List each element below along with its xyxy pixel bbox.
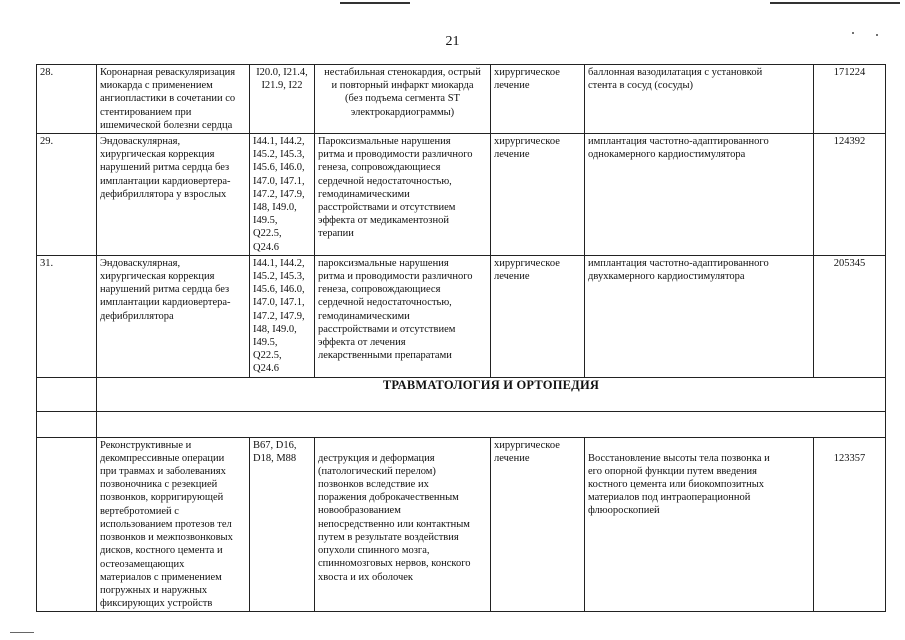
code-line: I47.0, I47.1,: [253, 175, 305, 187]
code-line: I45.2, I45.3,: [253, 149, 305, 161]
row-number: 28.: [37, 65, 97, 134]
text-line: новообразованием: [318, 505, 401, 517]
code-line: I45.6, I46.0,: [253, 284, 305, 296]
icd-codes-cell: [250, 255, 315, 377]
patient-model-cell: [315, 255, 491, 377]
text-line: лекарственными препаратами: [318, 350, 452, 362]
treatment-method-cell: [585, 255, 814, 377]
text-line: ангиопластики в сочетании со: [100, 93, 236, 105]
text-line: генеза, сопровождающиеся: [318, 284, 441, 296]
text-line: материалов под интраоперационной: [588, 492, 751, 504]
text-line: остеозамещающих: [100, 558, 185, 570]
text-line: хирургическое: [494, 257, 560, 269]
text-line: материалов с применением: [100, 571, 222, 583]
price-cell: 205345: [814, 255, 886, 377]
text-line: сердечной недостаточностью,: [318, 175, 452, 187]
text-line: баллонная вазодилатация с установкой: [588, 67, 763, 78]
treatment-type-cell: [491, 134, 585, 256]
text-line: хирургическая коррекция: [100, 149, 215, 161]
text-line: нарушений ритма сердца без: [100, 284, 230, 296]
scan-top-rule-right: [770, 2, 900, 4]
code-line: I44.1, I44.2,: [253, 136, 305, 148]
text-line: спинномозговых нервов, конского: [318, 558, 471, 570]
patient-model-cell: [315, 134, 491, 256]
text-line: опухоли спинного мозга,: [318, 545, 430, 557]
scan-bottom-mark: [10, 632, 34, 633]
text-line: ритма и проводимости различного: [318, 271, 473, 283]
text-line: сердечной недостаточностью,: [318, 297, 452, 309]
code-line: I21.9, I22: [261, 80, 303, 92]
text-line: стентированием при: [100, 106, 192, 118]
blank-cell: [97, 411, 886, 437]
text-line: двухкамерного кардиостимулятора: [588, 271, 745, 283]
text-line: стента в сосуд (сосуды): [588, 80, 694, 92]
icd-codes-cell: [250, 65, 315, 134]
patient-model-cell: [315, 437, 491, 612]
text-line: имплантация частотно-адаптированного: [588, 257, 769, 269]
text-line: костного цемента или биокомпозитных: [588, 479, 765, 491]
text-line: дефибриллятора: [100, 310, 174, 322]
text-line: лечение: [494, 271, 530, 283]
text-line: деструкция и деформация: [318, 452, 435, 464]
text-line: эффекта от медикаментозной: [318, 215, 449, 227]
text-line: Коронарная реваскуляризация: [100, 67, 236, 78]
code-line: D18, M88: [253, 452, 297, 464]
text-line: генеза, сопровождающиеся: [318, 162, 441, 174]
text-line: позвоночника с резекцией: [100, 479, 218, 491]
text-line: дисков, костного цемента и: [100, 545, 223, 557]
treatment-type-cell: [491, 437, 585, 612]
table-row: [37, 65, 886, 134]
intervention-name-cell: [97, 437, 250, 612]
services-table: [36, 64, 886, 612]
row-number: 29.: [37, 134, 97, 256]
code-line: I49.5,: [253, 337, 278, 349]
code-line: Q22.5,: [253, 228, 282, 240]
section-row: [37, 377, 886, 411]
table-row: [37, 134, 886, 256]
text-line: флюороскопией: [588, 505, 660, 517]
table-row: [37, 255, 886, 377]
text-line: его опорной функции путем введения: [588, 465, 757, 477]
text-line: поражения доброкачественным: [318, 492, 459, 504]
treatment-method-cell: [585, 65, 814, 134]
price-cell: 171224: [814, 65, 886, 134]
icd-codes-cell: [250, 134, 315, 256]
text-line: нарушений ритма сердца без: [100, 162, 230, 174]
text-line: имплантация частотно-адаптированного: [588, 136, 769, 148]
text-line: (без подъема сегмента ST: [345, 93, 460, 105]
text-line: лечение: [494, 80, 530, 92]
text-line: лечение: [494, 452, 530, 464]
text-line: ишемической болезни сердца: [100, 119, 233, 131]
intervention-name-cell: [97, 255, 250, 377]
text-line: электрокардиограммы): [350, 106, 455, 118]
text-line: (патологический перелом): [318, 465, 436, 477]
code-line: I45.2, I45.3,: [253, 271, 305, 283]
text-line: Пароксизмальные нарушения: [318, 136, 451, 148]
text-line: фиксирующих устройств: [100, 598, 213, 610]
code-line: Q22.5,: [253, 350, 282, 362]
code-line: B67, D16,: [253, 439, 297, 451]
table-row: [37, 437, 886, 612]
text-line: хвоста и их оболочек: [318, 571, 414, 583]
text-line: нестабильная стенокардия, острый: [324, 67, 481, 78]
intervention-name-cell: [97, 65, 250, 134]
treatment-type-cell: [491, 65, 585, 134]
patient-model-cell: [315, 65, 491, 134]
text-line: лечение: [494, 149, 530, 161]
text-line: миокарда с применением: [100, 80, 213, 92]
text-line: ритма и проводимости различного: [318, 149, 473, 161]
code-line: I48, I49.0,: [253, 323, 297, 335]
text-line: и повторный инфаркт миокарда: [331, 80, 474, 92]
blank-cell: [37, 411, 97, 437]
row-number: [37, 437, 97, 612]
text-line: имплантации кардиовертера-: [100, 297, 231, 309]
text-line: имплантации кардиовертера-: [100, 175, 231, 187]
code-line: I45.6, I46.0,: [253, 162, 305, 174]
code-line: I47.2, I47.9,: [253, 310, 305, 322]
text-line: хирургическое: [494, 439, 560, 451]
treatment-type-cell: [491, 255, 585, 377]
icd-codes-cell: [250, 437, 315, 612]
row-number: 31.: [37, 255, 97, 377]
intervention-name-cell: [97, 134, 250, 256]
text-line: хирургическая коррекция: [100, 271, 215, 283]
code-line: I44.1, I44.2,: [253, 257, 305, 269]
text-line: позвонков, корригирующей: [100, 492, 224, 504]
code-line: I48, I49.0,: [253, 202, 297, 214]
treatment-method-cell: [585, 134, 814, 256]
text-line: декомпрессивные операции: [100, 452, 225, 464]
text-line: Восстановление высоты тела позвонка и: [588, 452, 770, 464]
code-line: I20.0, I21.4,: [256, 67, 308, 78]
text-line: расстройствами и отсутствием: [318, 202, 456, 214]
text-line: гемодинамическими: [318, 188, 410, 200]
code-line: Q24.6: [253, 241, 279, 253]
text-line: позвонков и межпозвонковых: [100, 532, 233, 544]
price-cell: 124392: [814, 134, 886, 256]
section-title: ТРАВМАТОЛОГИЯ И ОРТОПЕДИЯ: [97, 377, 886, 411]
text-line: хирургическое: [494, 67, 560, 78]
text-line: путем в результате воздействия: [318, 531, 459, 543]
text-line: Реконструктивные и: [100, 439, 192, 451]
treatment-method-cell: [585, 437, 814, 612]
code-line: I49.5,: [253, 215, 278, 227]
text-line: вертебротомией с: [100, 505, 179, 517]
text-line: пароксизмальные нарушения: [318, 257, 449, 269]
code-line: Q24.6: [253, 363, 279, 375]
text-line: однокамерного кардиостимулятора: [588, 149, 746, 161]
text-line: эффекта от лечения: [318, 337, 406, 349]
section-number-cell: [37, 377, 97, 411]
price-cell: 123357: [814, 437, 886, 612]
scan-top-rule-left: [340, 2, 410, 4]
text-line: хирургическое: [494, 136, 560, 148]
code-line: I47.2, I47.9,: [253, 188, 305, 200]
text-line: использованием протезов тел: [100, 518, 232, 530]
text-line: Эндоваскулярная,: [100, 257, 181, 269]
text-line: гемодинамическими: [318, 310, 410, 322]
text-line: Эндоваскулярная,: [100, 136, 181, 148]
text-line: позвонков вследствие их: [318, 479, 429, 491]
text-line: при травмах и заболеваниях: [100, 466, 226, 478]
text-line: терапии: [318, 228, 354, 240]
text-line: непосредственно или контактным: [318, 518, 470, 530]
blank-row: [37, 411, 886, 437]
text-line: погружных и наружных: [100, 584, 208, 596]
text-line: расстройствами и отсутствием: [318, 323, 456, 335]
code-line: I47.0, I47.1,: [253, 297, 305, 309]
text-line: дефибриллятора у взрослых: [100, 188, 227, 200]
page-number: 21: [445, 34, 460, 49]
